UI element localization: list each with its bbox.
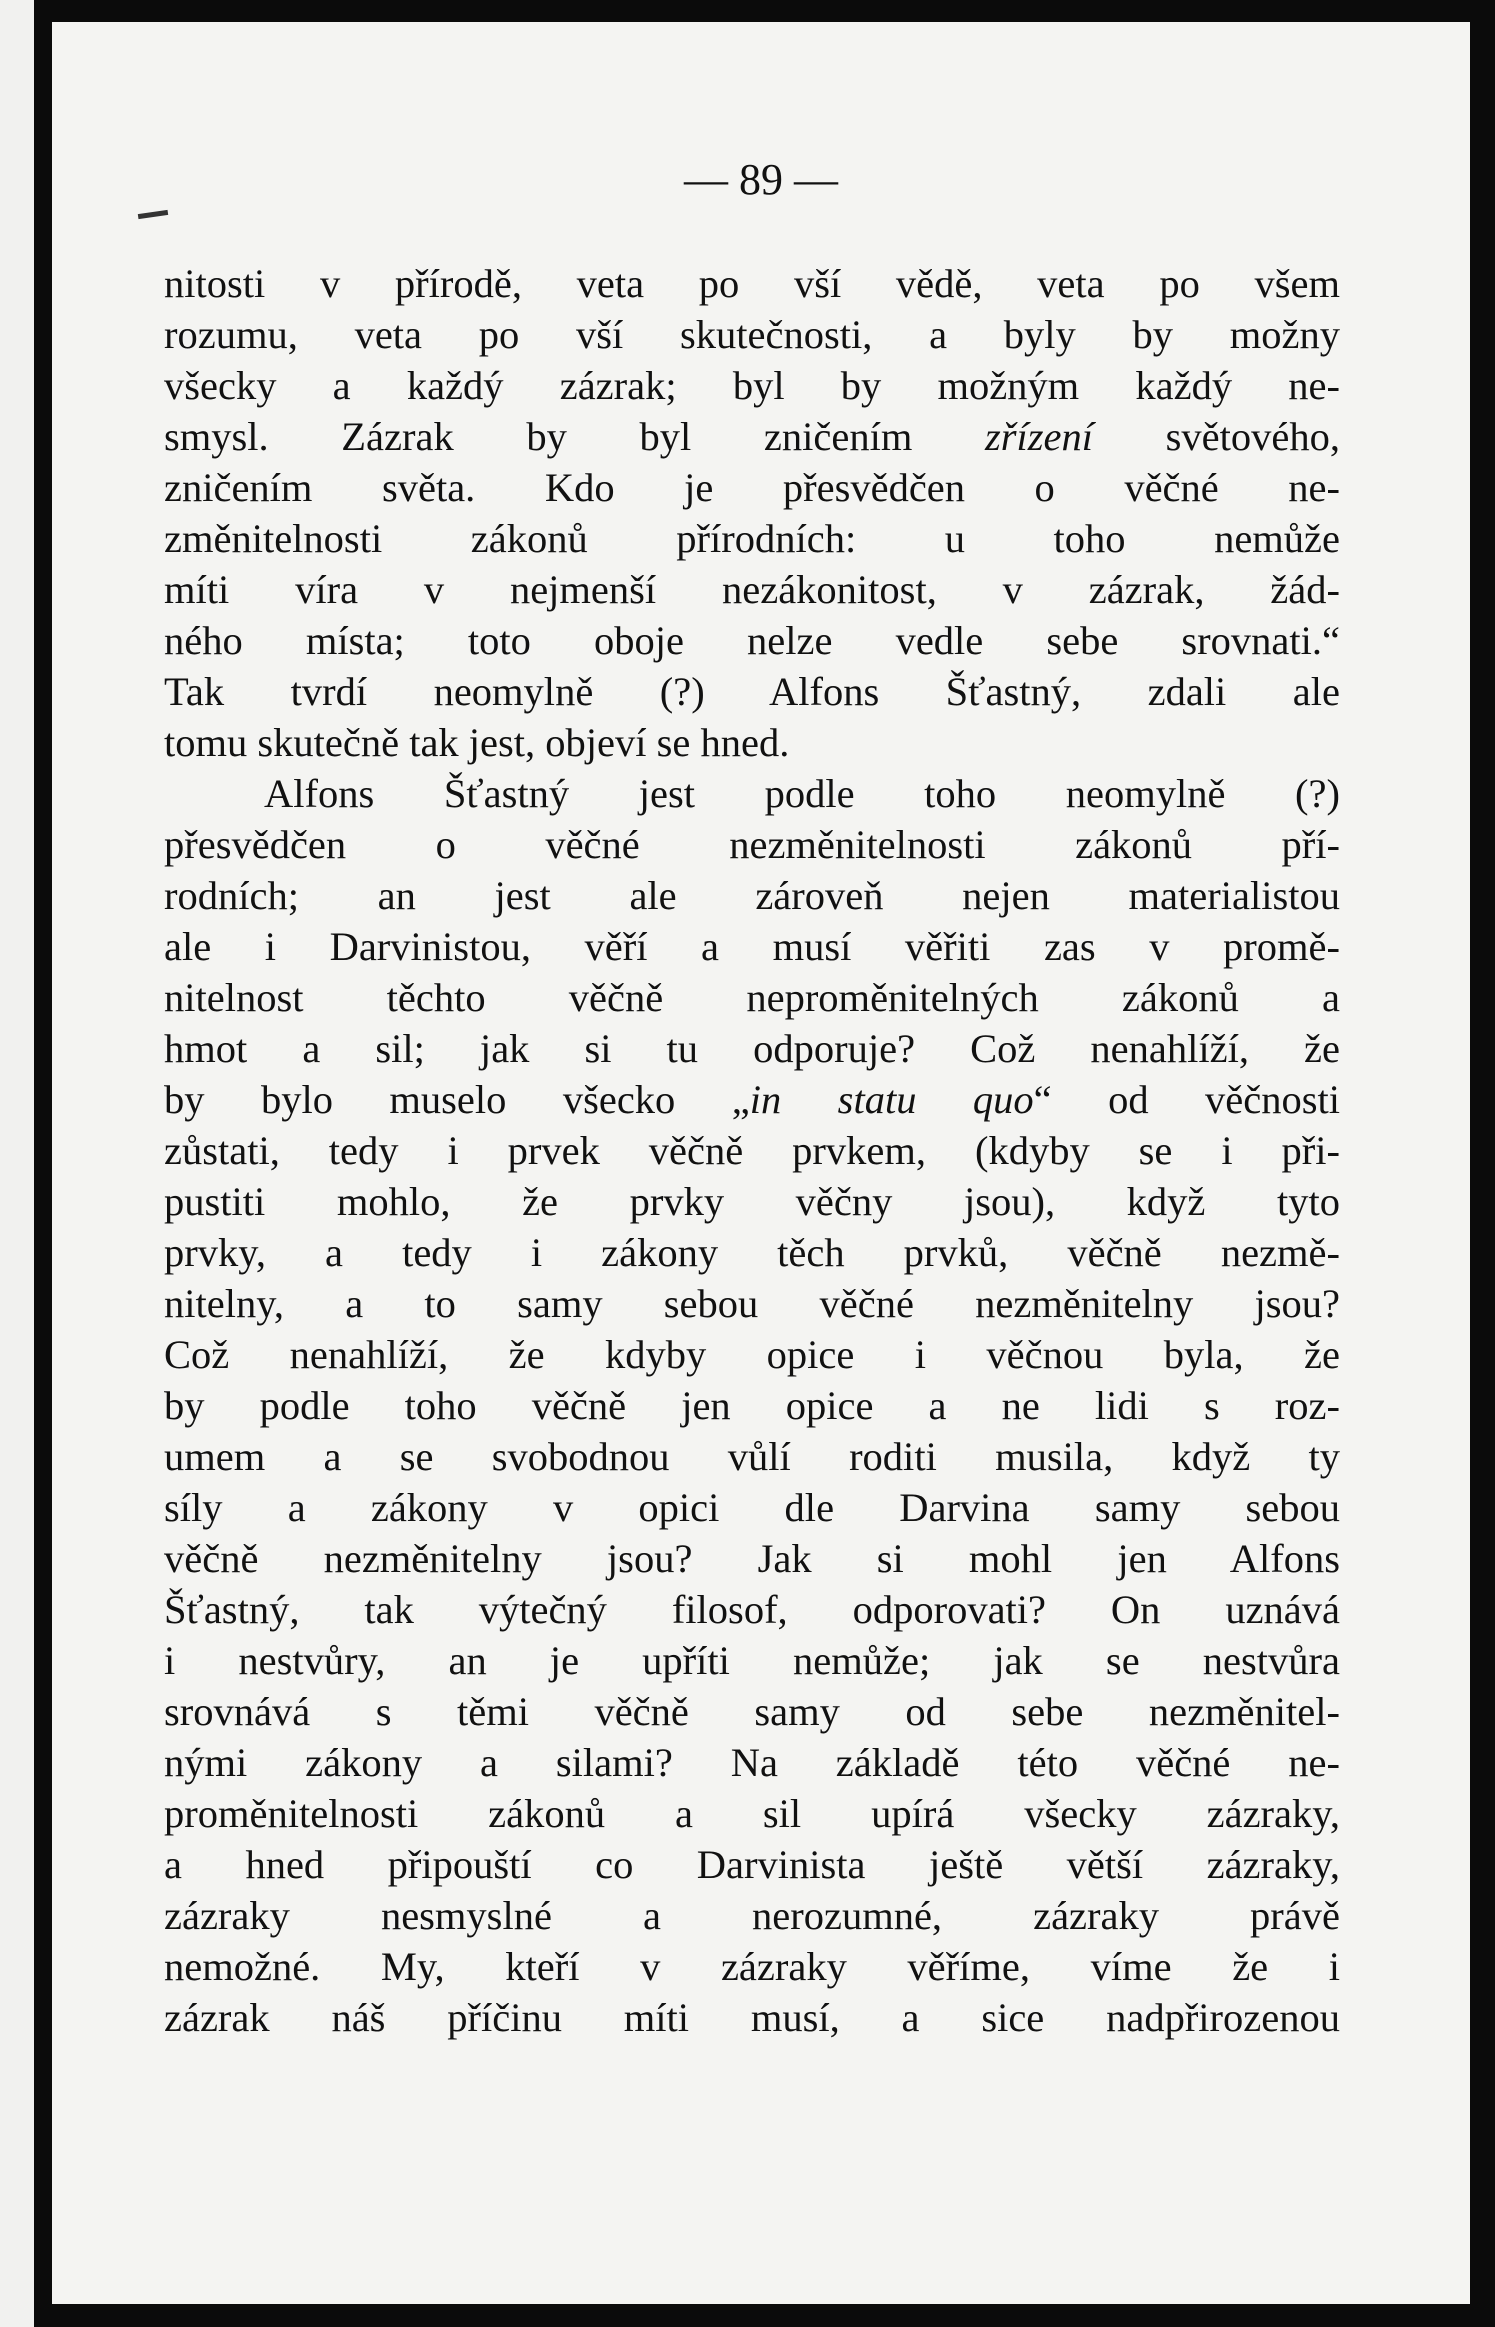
text-line [164,1176,1340,1227]
text-segment: rozumu, veta po vší skutečnosti, a byly by možny [164,312,1340,357]
text-segment: i nestvůry, an je upříti nemůže; jak se nestvůra [164,1638,1340,1683]
page-number: — 89 — [684,155,838,204]
text-line [164,768,1340,819]
text-line [164,564,1340,615]
text-segment: umem a se svobodnou vůlí roditi musila, když ty [164,1434,1340,1479]
text-segment: ale i Darvinistou, věří a musí věřiti zas v promě- [164,924,1340,969]
text-line [164,1941,1340,1992]
text-segment: věčně nezměnitelny jsou? Jak si mohl jen Alfons [164,1536,1340,1581]
text-line [164,1686,1340,1737]
adjacent-page-edge [0,0,34,2327]
text-line [164,1584,1340,1635]
text-line [164,870,1340,921]
text-line [164,1074,1340,1125]
text-segment: proměnitelnosti zákonů a sil upírá všecky zázraky, [164,1791,1340,1836]
text-segment: smysl. Zázrak by byl zničením [164,414,985,459]
text-segment: nitelnost těchto věčně neproměnitelných zákonů a [164,975,1340,1020]
text-segment: a hned připouští co Darvinista ještě větší zázraky, [164,1842,1340,1887]
text-line [164,462,1340,513]
text-segment: pustiti mohlo, že prvky věčny jsou), když tyto [164,1179,1340,1224]
text-line [164,717,1340,768]
text-line [164,1788,1340,1839]
body-text [164,258,1340,2043]
text-line [164,1482,1340,1533]
text-segment: prvky, a tedy i zákony těch prvků, věčně nezmě- [164,1230,1340,1275]
text-segment: by bylo muselo všecko „ [164,1077,750,1122]
text-segment: nitosti v přírodě, veta po vší vědě, veta po všem [164,261,1340,306]
text-line [164,1890,1340,1941]
text-segment: hmot a sil; jak si tu odporuje? Což nenahlíží, že [164,1026,1340,1071]
text-segment: nitelny, a to samy sebou věčné nezměnitelny jsou? [164,1281,1340,1326]
text-line [164,1329,1340,1380]
print-mark [138,210,168,219]
text-segment: srovnává s těmi věčně samy od sebe nezměnitel- [164,1689,1340,1734]
text-line [164,666,1340,717]
text-segment: zázraky nesmyslné a nerozumné, zázraky právě [164,1893,1340,1938]
text-segment: zázrak náš příčinu míti musí, a sice nadpřirozenou [164,1995,1340,2040]
text-segment: rodních; an jest ale zároveň nejen materialistou [164,873,1340,918]
text-line [164,1125,1340,1176]
text-segment: nemožné. My, kteří v zázraky věříme, víme že i [164,1944,1340,1989]
text-segment: zničením světa. Kdo je přesvědčen o věčné ne- [164,465,1340,510]
text-line [164,258,1340,309]
italic-text: in statu quo [749,1077,1034,1122]
text-line [164,972,1340,1023]
text-line [164,921,1340,972]
text-segment: Šťastný, tak výtečný filosof, odporovati? On uznává [164,1587,1340,1632]
text-segment: tomu skutečně tak jest, objeví se hned. [164,720,790,765]
text-line [164,615,1340,666]
text-segment: ného místa; toto oboje nelze vedle sebe srovnati.“ [164,618,1340,663]
text-line [164,1431,1340,1482]
text-line [164,1635,1340,1686]
text-line [164,1839,1340,1890]
text-line [164,411,1340,462]
text-segment: by podle toho věčně jen opice a ne lidi s roz- [164,1383,1340,1428]
book-page [52,22,1470,2304]
text-line [164,513,1340,564]
text-line [164,1227,1340,1278]
text-segment: Alfons Šťastný jest podle toho neomylně (?) [264,771,1340,816]
text-segment: míti víra v nejmenší nezákonitost, v zázrak, žád- [164,567,1340,612]
text-segment: zůstati, tedy i prvek věčně prvkem, (kdyby se i při- [164,1128,1340,1173]
text-segment: přesvědčen o věčné nezměnitelnosti zákonů pří- [164,822,1340,867]
text-line [164,360,1340,411]
text-segment: všecky a každý zázrak; byl by možným každý ne- [164,363,1340,408]
text-line [164,1737,1340,1788]
text-segment: změnitelnosti zákonů přírodních: u toho nemůže [164,516,1340,561]
text-segment: Což nenahlíží, že kdyby opice i věčnou byla, že [164,1332,1340,1377]
text-segment: Tak tvrdí neomylně (?) Alfons Šťastný, zdali ale [164,669,1340,714]
text-segment: “ od věčnosti [1033,1077,1340,1122]
text-line [164,1278,1340,1329]
text-line [164,1533,1340,1584]
text-segment: světového, [1093,414,1340,459]
text-line [164,1380,1340,1431]
text-line [164,1992,1340,2043]
text-segment: síly a zákony v opici dle Darvina samy sebou [164,1485,1340,1530]
text-line [164,819,1340,870]
text-segment: nými zákony a silami? Na základě této věčné ne- [164,1740,1340,1785]
italic-text: zřízení [984,414,1093,459]
text-line [164,1023,1340,1074]
text-line [164,309,1340,360]
